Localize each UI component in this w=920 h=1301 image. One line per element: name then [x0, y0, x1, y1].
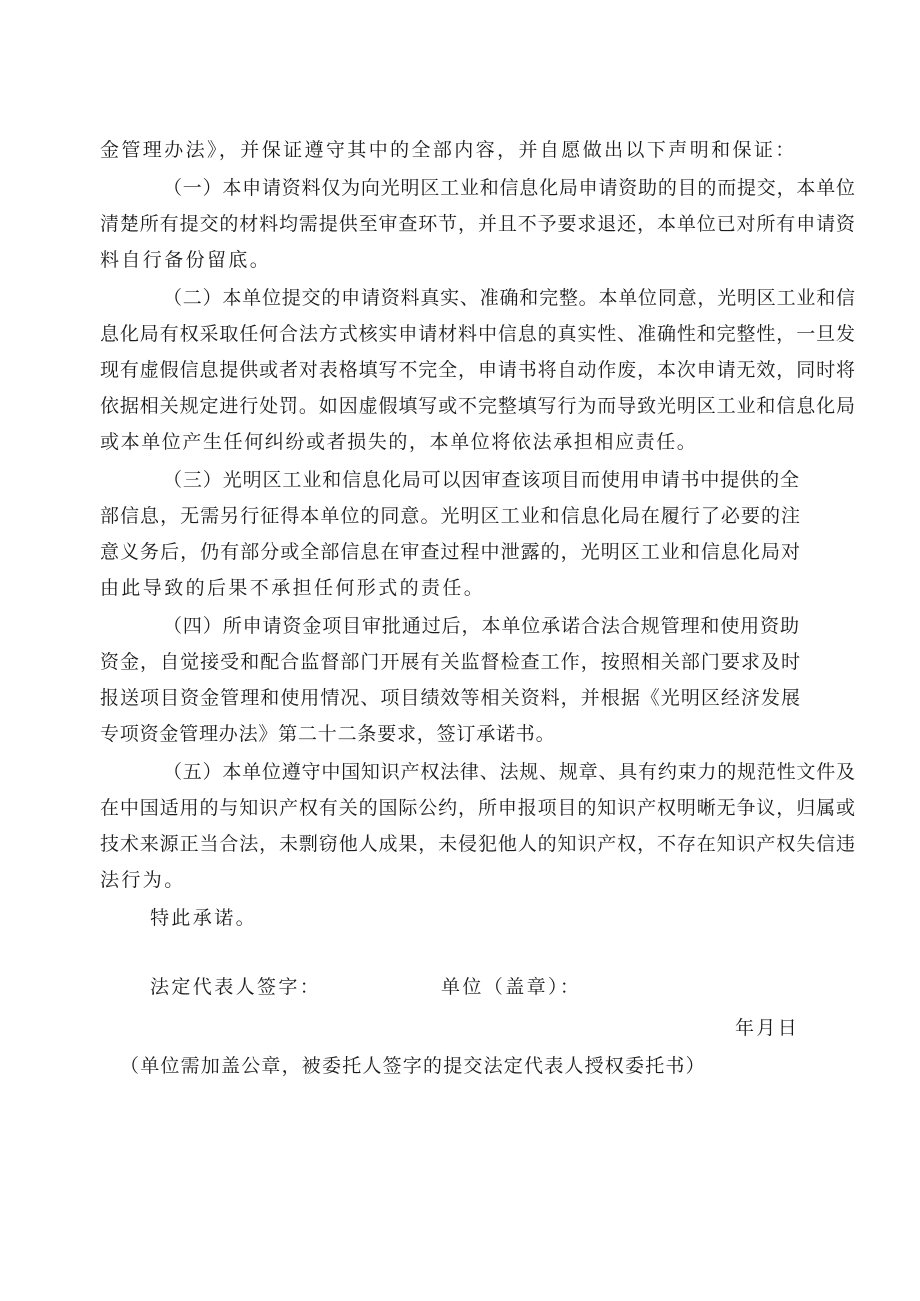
- clause-5-line-4: 法行为。: [100, 869, 186, 891]
- date-label: 年月日: [735, 1017, 800, 1039]
- clause-1-line-1: （一）本申请资料仅为向光明区工业和信息化局申请资助的目的而提交，本单位: [163, 177, 855, 199]
- clause-2-line-1: （二）本单位提交的申请资料真实、准确和完整。本单位同意，光明区工业和信: [163, 287, 855, 309]
- clause-5-line-2: 在中国适用的与知识产权有关的国际公约，所申报项目的知识产权明晰无争议，归属或: [100, 797, 855, 819]
- footnote: （单位需加盖公章，被委托人签字的提交法定代表人授权委托书）: [120, 1055, 706, 1077]
- clause-1-line-2: 清楚所有提交的材料均需提供至审查环节，并且不予要求退还，本单位已对所有申请资: [100, 213, 855, 235]
- clause-2-line-5: 或本单位产生任何纠纷或者损失的，本单位将依法承担相应责任。: [100, 431, 698, 453]
- clause-2-line-3: 现有虚假信息提供或者对表格填写不完全，申请书将自动作废，本次申请无效，同时将: [100, 359, 855, 381]
- clause-4-line-3: 报送项目资金管理和使用情况、项目绩效等相关资料，并根据《光明区经济发展: [100, 687, 800, 709]
- clause-3-line-4: 由此导致的后果不承担任何形式的责任。: [100, 577, 486, 599]
- representative-signature-label: 法定代表人签字：: [150, 976, 322, 998]
- clause-4-line-2: 资金，自觉接受和配合监督部门开展有关监督检查工作，按照相关部门要求及时: [100, 651, 800, 673]
- clause-1-line-3: 料自行备份留底。: [100, 249, 272, 271]
- clause-2-line-4: 依据相关规定进行处罚。如因虚假填写或不完整填写行为而导致光明区工业和信息化局: [100, 395, 855, 417]
- clause-2-line-2: 息化局有权采取任何合法方式核实申请材料中信息的真实性、准确性和完整性，一旦发: [100, 323, 855, 345]
- clause-3-line-3: 意义务后，仍有部分或全部信息在审查过程中泄露的，光明区工业和信息化局对: [100, 541, 800, 563]
- clause-4-line-1: （四）所申请资金项目审批通过后，本单位承诺合法合规管理和使用资助: [163, 615, 799, 637]
- clause-5-line-3: 技术来源正当合法，未剽窃他人成果，未侵犯他人的知识产权，不存在知识产权失信违: [100, 833, 855, 855]
- closing-statement: 特此承诺。: [150, 907, 258, 929]
- clause-3-line-2: 部信息，无需另行征得本单位的同意。光明区工业和信息化局在履行了必要的注: [100, 505, 800, 527]
- clause-5-line-1: （五）本单位遵守中国知识产权法律、法规、规章、具有约束力的规范性文件及: [163, 761, 855, 783]
- clause-4-line-4: 专项资金管理办法》第二十二条要求，签订承诺书。: [100, 723, 556, 745]
- unit-seal-label: 单位（盖章）：: [441, 976, 582, 998]
- clause-3-line-1: （三）光明区工业和信息化局可以因审查该项目而使用申请书中提供的全: [163, 469, 799, 491]
- intro-tail: 金管理办法》，并保证遵守其中的全部内容，并自愿做出以下声明和保证：: [100, 139, 797, 161]
